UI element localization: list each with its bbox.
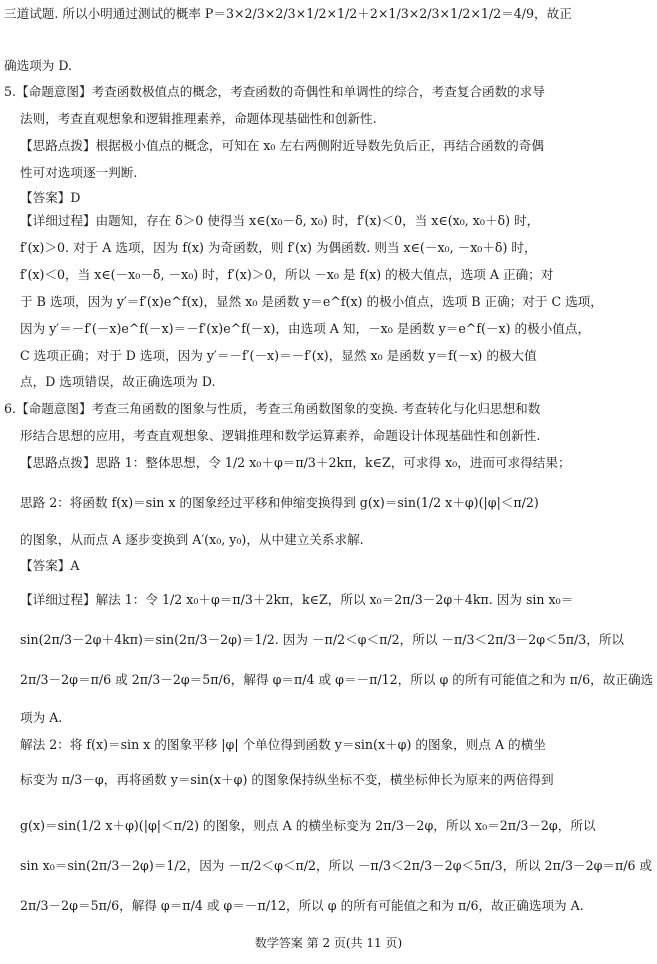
text-line: 点，D 选项错误，故正确选项为 D. (20, 374, 216, 389)
text-line: 2π/3－2φ＝π/6 或 2π/3－2φ＝5π/6，解得 φ＝π/4 或 φ＝－π/12，所以 φ 的所有可能值之和为 π/6，故正确选 (20, 672, 654, 687)
text-line: 【答案】D (20, 190, 81, 205)
text-line: C 选项正确；对于 D 选项，因为 y′＝－f′(－x)＝－f′(x)，显然 x₀ 是函数 y＝f(－x) 的极大值 (20, 348, 537, 363)
text-line: 【详细过程】由题知，存在 δ＞0 使得当 x∈(x₀－δ, x₀) 时，f′(x)＜0，当 x∈(x₀, x₀＋δ) 时， (20, 213, 540, 228)
text-line: 于 B 选项，因为 y′＝f′(x)e^f(x)，显然 x₀ 是函数 y＝e^f(x) 的极小值点，选项 B 正确；对于 C 选项， (20, 294, 603, 309)
text-line: 解法 2：将 f(x)＝sin x 的图象平移 |φ| 个单位得到函数 y＝sin(x＋φ) 的图象，则点 A 的横坐 (20, 737, 546, 752)
text-line: g(x)＝sin(1/2 x＋φ)(|φ|＜π/2) 的图象，则点 A 的横坐标变为 2π/3－2φ，所以 x₀＝2π/3－2φ，所以 (20, 818, 596, 833)
text-line: 【思路点拨】根据极小值点的概念，可知在 x₀ 左右两侧附近导数先负后正，再结合函数的奇偶 (20, 138, 544, 153)
text-line: 法则，考查直观想象和逻辑推理素养，命题体现基础性和创新性. (20, 111, 377, 126)
text-line: 【详细过程】解法 1：令 1/2 x₀＋φ＝π/3＋2kπ，k∈Z，所以 x₀＝2π/3－2φ＋4kπ. 因为 sin x₀＝ (20, 592, 574, 607)
text-line: 形结合思想的应用，考查直观想象、逻辑推理和数学运算素养，命题设计体现基础性和创新性. (20, 428, 541, 443)
text-line: 项为 A. (20, 710, 63, 725)
text-line: 5.【命题意图】考查函数极值点的概念，考查函数的奇偶性和单调性的综合，考查复合函数的求导 (4, 84, 545, 99)
text-line: 的图象，从而点 A 逐步变换到 A′(x₀, y₀)，从中建立关系求解. (20, 532, 364, 547)
text-line: 6.【命题意图】考查三角函数的图象与性质，考查三角函数图象的变换. 考查转化与化归思想和数 (4, 401, 541, 416)
text-line: sin x₀＝sin(2π/3－2φ)＝1/2，因为 －π/2＜φ＜π/2，所以 －π/3＜2π/3－2φ＜5π/3，所以 2π/3－2φ＝π/6 或 (20, 858, 653, 873)
text-line: 确选项为 D. (4, 58, 73, 73)
text-line: 2π/3－2φ＝5π/6，解得 φ＝π/4 或 φ＝－π/12，所以 φ 的所有可能值之和为 π/6，故正确选项为 A. (20, 898, 584, 913)
text-line: f′(x)＜0，当 x∈(－x₀－δ, －x₀) 时，f′(x)＞0，所以 －x₀ 是 f(x) 的极大值点，选项 A 正确；对 (20, 267, 554, 282)
text-line: 三道试题. 所以小明通过测试的概率 P＝3×2/3×2/3×1/2×1/2＋2×1/3×2/3×1/2×1/2＝4/9，故正 (4, 6, 572, 21)
text-line: 【答案】A (20, 558, 80, 573)
page-footer: 数学答案 第 2 页(共 11 页) (254, 936, 403, 950)
text-line: 标变为 π/3－φ，再将函数 y＝sin(x＋φ) 的图象保持纵坐标不变，横坐标伸长为原来的两倍得到 (20, 772, 554, 787)
text-line: 【思路点拨】思路 1：整体思想，令 1/2 x₀＋φ＝π/3＋2kπ，k∈Z，可求得 x₀，进而可求得结果； (20, 455, 571, 470)
text-line: 因为 y′＝－f′(－x)e^f(－x)＝－f′(x)e^f(－x)，由选项 A 知，－x₀ 是函数 y＝e^f(－x) 的极小值点， (20, 321, 591, 336)
text-line: sin(2π/3－2φ＋4kπ)＝sin(2π/3－2φ)＝1/2. 因为 －π/2＜φ＜π/2，所以 －π/3＜2π/3－2φ＜5π/3，所以 (20, 632, 625, 647)
text-line: f′(x)＞0. 对于 A 选项，因为 f(x) 为奇函数，则 f′(x) 为偶函数. 则当 x∈(－x₀, －x₀＋δ) 时， (20, 240, 537, 255)
text-line: 思路 2：将函数 f(x)＝sin x 的图象经过平移和伸缩变换得到 g(x)＝sin(1/2 x＋φ)(|φ|＜π/2) (20, 495, 539, 510)
text-line: 性可对选项逐一判断. (20, 165, 138, 180)
